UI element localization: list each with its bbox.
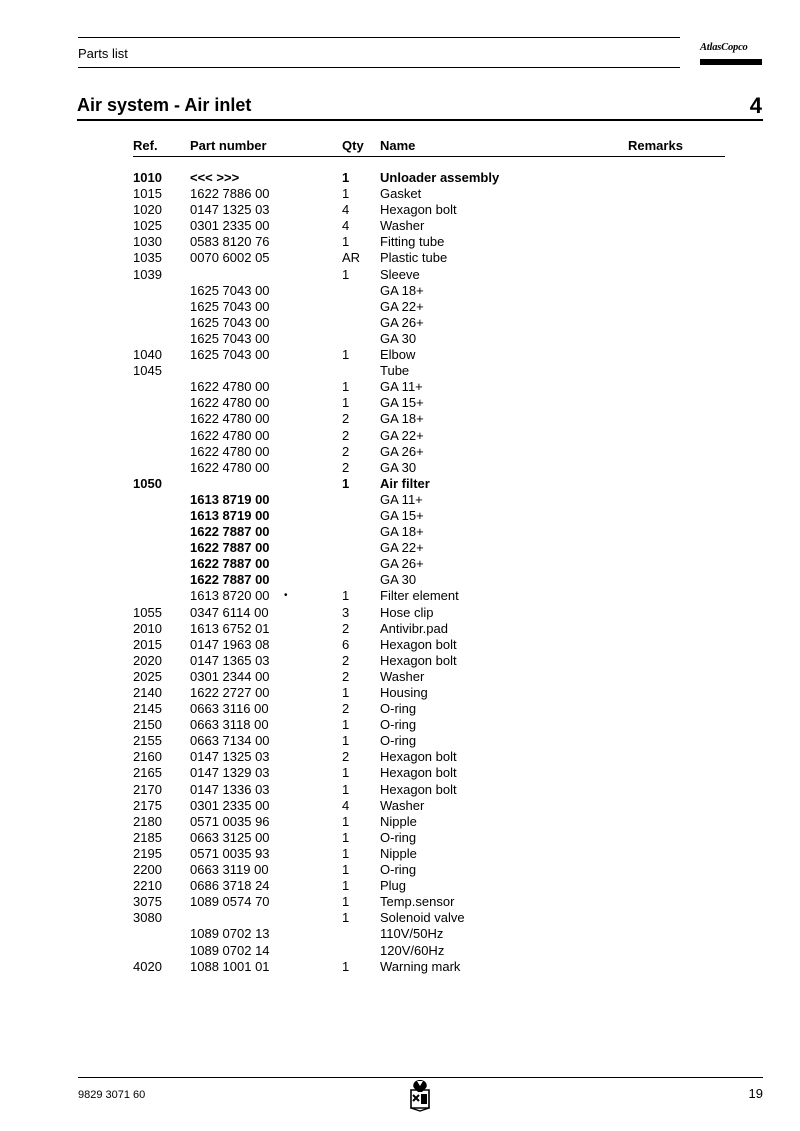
ref-cell: 1020 <box>133 202 162 218</box>
table-row <box>0 524 800 540</box>
qty-cell: 2 <box>342 427 350 443</box>
name-cell: Washer <box>380 668 425 684</box>
qty-cell: 1 <box>342 862 350 878</box>
service-wrench-icon <box>407 1078 433 1112</box>
part-number-cell: 1089 0702 14 <box>190 942 270 958</box>
part-number-cell: 0070 6002 05 <box>190 250 270 266</box>
part-number-cell: 0147 1325 03 <box>190 202 270 218</box>
qty-cell: 1 <box>342 845 350 861</box>
name-cell: Plug <box>380 878 407 894</box>
part-number-cell: 0147 1336 03 <box>190 781 270 797</box>
name-cell: GA 22+ <box>380 540 424 556</box>
qty-cell: 1 <box>342 234 350 250</box>
table-row <box>0 637 800 653</box>
part-number-cell: 1622 7887 00 <box>190 572 270 588</box>
name-cell: Hexagon bolt <box>380 749 457 765</box>
qty-cell: 2 <box>342 443 350 459</box>
ref-cell: 2155 <box>133 733 162 749</box>
name-cell: Solenoid valve <box>380 910 465 926</box>
page-number: 19 <box>748 1086 763 1101</box>
qty-cell: 2 <box>342 620 350 636</box>
table-row <box>0 234 800 250</box>
table-row <box>0 782 800 798</box>
ref-cell: 1025 <box>133 218 162 234</box>
part-number-cell: 0663 3119 00 <box>190 862 269 878</box>
name-cell: Temp.sensor <box>380 894 455 910</box>
part-number-cell: 0347 6114 00 <box>190 604 269 620</box>
name-cell: Gasket <box>380 186 422 202</box>
qty-cell: 3 <box>342 604 350 620</box>
table-row <box>0 267 800 283</box>
name-cell: Tube <box>380 363 410 379</box>
qty-cell: 2 <box>342 459 350 475</box>
table-row <box>0 444 800 460</box>
table-row <box>0 846 800 862</box>
table-header <box>0 138 800 156</box>
part-number-cell: 0147 1325 03 <box>190 749 270 765</box>
parts-table-body <box>0 170 800 975</box>
ref-cell: 2200 <box>133 862 162 878</box>
name-cell: GA 11+ <box>380 379 423 395</box>
name-cell: GA 11+ <box>380 491 423 507</box>
qty-cell: 1 <box>342 781 350 797</box>
qty-cell: 1 <box>342 765 350 781</box>
table-row <box>0 894 800 910</box>
part-number-cell: 1622 7887 00 <box>190 556 270 572</box>
table-row <box>0 315 800 331</box>
table-row <box>0 653 800 669</box>
ref-cell: 2170 <box>133 781 162 797</box>
header-section-label: Parts list <box>78 46 128 61</box>
name-cell: GA 22+ <box>380 298 424 314</box>
name-cell: O-ring <box>380 733 417 749</box>
qty-cell: 1 <box>342 588 350 604</box>
name-cell: Nipple <box>380 813 417 829</box>
qty-cell: 4 <box>342 797 350 813</box>
document-number: 9829 3071 60 <box>78 1089 146 1101</box>
logo-wordmark: AtlasCopco <box>700 42 748 53</box>
table-row <box>0 830 800 846</box>
part-number-cell: 0663 3125 00 <box>190 829 270 845</box>
part-number-cell: 0663 3116 00 <box>190 701 269 717</box>
col-qty-header: Qty <box>342 138 364 153</box>
name-cell: Nipple <box>380 845 417 861</box>
part-number-cell: 0301 2335 00 <box>190 218 270 234</box>
qty-cell: 1 <box>342 910 350 926</box>
part-number-cell: <<< >>> <box>190 170 240 185</box>
name-cell: GA 15+ <box>380 395 424 411</box>
table-row <box>0 669 800 685</box>
table-row <box>0 926 800 942</box>
table-row <box>0 170 800 186</box>
part-number-cell: 0147 1963 08 <box>190 636 270 652</box>
atlas-copco-logo <box>700 40 762 66</box>
ref-cell: 1039 <box>133 266 162 282</box>
table-row <box>0 572 800 588</box>
ref-cell: 1035 <box>133 250 162 266</box>
name-cell: Unloader assembly <box>380 170 500 185</box>
name-cell: Hexagon bolt <box>380 765 457 781</box>
ref-cell: 1030 <box>133 234 162 250</box>
name-cell: Warning mark <box>380 958 461 974</box>
part-number-cell: 1622 4780 00 <box>190 379 270 395</box>
qty-cell: 1 <box>342 717 350 733</box>
name-cell: Washer <box>380 218 425 234</box>
name-cell: Fitting tube <box>380 234 445 250</box>
table-row <box>0 379 800 395</box>
table-row <box>0 460 800 476</box>
name-cell: Filter element <box>380 588 459 604</box>
qty-cell: AR <box>342 250 361 266</box>
part-number-cell: 1625 7043 00 <box>190 298 270 314</box>
name-cell: GA 30 <box>380 459 417 475</box>
table-row <box>0 428 800 444</box>
ref-cell: 1015 <box>133 186 162 202</box>
ref-cell: 2150 <box>133 717 162 733</box>
name-cell: GA 18+ <box>380 524 424 540</box>
table-row <box>0 202 800 218</box>
logo-bar <box>700 59 762 65</box>
table-row <box>0 395 800 411</box>
part-number-cell: 0147 1365 03 <box>190 652 270 668</box>
name-cell: Hexagon bolt <box>380 781 457 797</box>
qty-cell: 2 <box>342 411 350 427</box>
qty-cell: 2 <box>342 668 350 684</box>
qty-cell: 1 <box>342 475 350 491</box>
table-header-rule <box>133 156 725 157</box>
name-cell: 110V/50Hz <box>380 926 444 942</box>
ref-cell: 2185 <box>133 829 162 845</box>
name-cell: 120V/60Hz <box>380 942 445 958</box>
table-row <box>0 862 800 878</box>
ref-cell: 1050 <box>133 475 162 491</box>
name-cell: Plastic tube <box>380 250 448 266</box>
qty-cell: 1 <box>342 170 350 185</box>
table-row <box>0 283 800 299</box>
table-row <box>0 749 800 765</box>
qty-cell: 6 <box>342 636 350 652</box>
name-cell: Washer <box>380 797 425 813</box>
qty-cell: 1 <box>342 733 350 749</box>
name-cell: Housing <box>380 685 428 700</box>
header-bottom-rule <box>78 67 680 68</box>
part-number-cell: 0663 3118 00 <box>190 717 269 733</box>
name-cell: Antivibr.pad <box>380 620 448 636</box>
name-cell: O-ring <box>380 701 417 717</box>
name-cell: GA 22+ <box>380 427 424 443</box>
table-row <box>0 186 800 202</box>
part-number-cell: 0583 8120 76 <box>190 234 270 250</box>
ref-cell: 3075 <box>133 894 162 910</box>
part-number-cell: 1625 7043 00 <box>190 314 270 330</box>
qty-cell: 1 <box>342 894 350 910</box>
qty-cell: 1 <box>342 958 350 974</box>
part-number-cell: 1622 4780 00 <box>190 411 270 427</box>
ref-cell: 3080 <box>133 910 162 926</box>
table-row <box>0 218 800 234</box>
part-number-cell: 1622 4780 00 <box>190 395 270 411</box>
table-row <box>0 363 800 379</box>
section-number: 4 <box>749 93 762 118</box>
ref-cell: 2180 <box>133 813 162 829</box>
ref-cell: 2175 <box>133 797 162 813</box>
table-row <box>0 959 800 975</box>
ref-cell: 2010 <box>133 620 162 636</box>
part-number-cell: 1625 7043 00 <box>190 347 270 363</box>
ref-cell: 2195 <box>133 845 162 861</box>
ref-cell: 2015 <box>133 636 162 652</box>
table-row <box>0 605 800 621</box>
part-number-cell: 1089 0702 13 <box>190 926 270 942</box>
ref-cell: 2140 <box>133 685 162 700</box>
part-number-cell: 0571 0035 93 <box>190 845 270 861</box>
part-number-cell: 1088 1001 01 <box>190 958 270 974</box>
name-cell: O-ring <box>380 862 417 878</box>
name-cell: O-ring <box>380 717 417 733</box>
part-number-cell: 1613 8719 00 <box>190 507 270 523</box>
part-number-cell: 0301 2344 00 <box>190 668 270 684</box>
ref-cell: 1045 <box>133 363 162 379</box>
part-number-cell: 1613 8719 00 <box>190 491 270 507</box>
qty-cell: 4 <box>342 202 350 218</box>
col-name-header: Name <box>380 138 416 153</box>
qty-cell: 2 <box>342 749 350 765</box>
table-row <box>0 492 800 508</box>
table-row <box>0 765 800 781</box>
name-cell: GA 26+ <box>380 314 424 330</box>
part-number-cell: 0147 1329 03 <box>190 765 270 781</box>
table-row <box>0 299 800 315</box>
qty-cell: 1 <box>342 395 350 411</box>
ref-cell: 2145 <box>133 701 162 717</box>
table-row <box>0 685 800 701</box>
part-number-cell: 1622 7887 00 <box>190 524 270 540</box>
col-remarks-header: Remarks <box>628 138 683 153</box>
table-row <box>0 250 800 266</box>
name-cell: GA 30 <box>380 330 417 346</box>
ref-cell: 4020 <box>133 958 162 974</box>
name-cell: Sleeve <box>380 266 420 282</box>
table-row <box>0 540 800 556</box>
qty-cell: 1 <box>342 379 350 395</box>
table-row <box>0 347 800 363</box>
name-cell: Hexagon bolt <box>380 202 457 218</box>
bullet-mark: • <box>284 590 288 602</box>
ref-cell: 1040 <box>133 347 162 363</box>
name-cell: GA 26+ <box>380 556 424 572</box>
col-part-number-header: Part number <box>190 138 267 153</box>
name-cell: GA 26+ <box>380 443 424 459</box>
qty-cell: 1 <box>342 685 350 700</box>
name-cell: GA 18+ <box>380 411 424 427</box>
name-cell: O-ring <box>380 829 417 845</box>
table-row <box>0 798 800 814</box>
table-row <box>0 508 800 524</box>
part-number-cell: 1625 7043 00 <box>190 330 270 346</box>
name-cell: GA 30 <box>380 572 417 588</box>
qty-cell: 1 <box>342 829 350 845</box>
part-number-cell: 0571 0035 96 <box>190 813 270 829</box>
part-number-cell: 0663 7134 00 <box>190 733 270 749</box>
qty-cell: 2 <box>342 652 350 668</box>
ref-cell: 2160 <box>133 749 162 765</box>
name-cell: Hose clip <box>380 604 434 620</box>
name-cell: Hexagon bolt <box>380 636 457 652</box>
part-number-cell: 1625 7043 00 <box>190 282 270 298</box>
name-cell: GA 15+ <box>380 507 424 523</box>
page-title: Air system - Air inlet <box>77 95 252 115</box>
part-number-cell: 1622 4780 00 <box>190 427 270 443</box>
name-cell: Air filter <box>380 475 430 491</box>
ref-cell: 1055 <box>133 604 162 620</box>
part-number-cell: 1622 7886 00 <box>190 186 270 202</box>
qty-cell: 1 <box>342 186 350 202</box>
part-number-cell: 0301 2335 00 <box>190 797 270 813</box>
table-row <box>0 331 800 347</box>
ref-cell: 2210 <box>133 878 162 894</box>
qty-cell: 1 <box>342 266 350 282</box>
part-number-cell: 1613 6752 01 <box>190 620 270 636</box>
part-number-cell: 1613 8720 00 <box>190 588 270 604</box>
table-row <box>0 910 800 926</box>
part-number-cell: 0686 3718 24 <box>190 878 270 894</box>
table-row <box>0 733 800 749</box>
name-cell: GA 18+ <box>380 282 424 298</box>
qty-cell: 1 <box>342 813 350 829</box>
ref-cell: 2020 <box>133 652 162 668</box>
qty-cell: 2 <box>342 701 350 717</box>
table-row <box>0 556 800 572</box>
part-number-cell: 1622 4780 00 <box>190 443 270 459</box>
table-row <box>0 411 800 427</box>
qty-cell: 1 <box>342 347 350 363</box>
table-row <box>0 943 800 959</box>
ref-cell: 2025 <box>133 668 162 684</box>
ref-cell: 1010 <box>133 170 162 185</box>
table-row <box>0 717 800 733</box>
title-rule <box>77 119 763 121</box>
part-number-cell: 1622 7887 00 <box>190 540 270 556</box>
name-cell: Hexagon bolt <box>380 652 457 668</box>
part-number-cell: 1089 0574 70 <box>190 894 270 910</box>
table-row <box>0 621 800 637</box>
table-row <box>0 476 800 492</box>
part-number-cell: 1622 4780 00 <box>190 459 270 475</box>
table-row <box>0 588 800 604</box>
table-row <box>0 701 800 717</box>
table-row <box>0 814 800 830</box>
qty-cell: 4 <box>342 218 350 234</box>
qty-cell: 1 <box>342 878 350 894</box>
col-ref-header: Ref. <box>133 138 158 153</box>
table-row <box>0 878 800 894</box>
part-number-cell: 1622 2727 00 <box>190 685 270 700</box>
header-top-rule <box>78 37 680 38</box>
ref-cell: 2165 <box>133 765 162 781</box>
name-cell: Elbow <box>380 347 416 363</box>
